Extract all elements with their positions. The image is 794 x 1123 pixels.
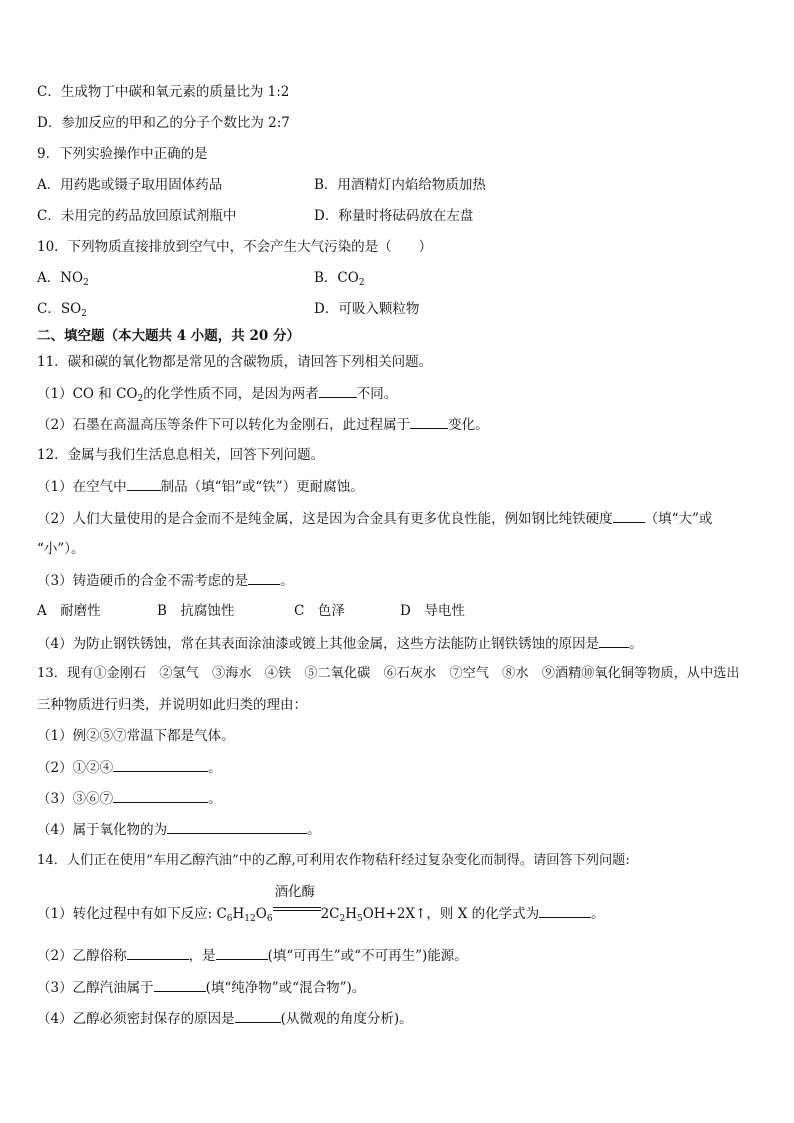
answer-blank[interactable]: [216, 945, 268, 960]
q9-option-c: C．未用完的药品放回原试剂瓶中: [37, 208, 237, 224]
q13-part-1: （1）例②⑤⑦常温下都是气体。: [37, 728, 235, 744]
answer-blank[interactable]: [599, 633, 629, 648]
q9-option-d: D．称量时将砝码放在左盘: [314, 208, 474, 224]
q12-options: [37, 601, 465, 621]
q14-part-3: （3）乙醇汽油属于 (填“纯净物”或“混合物”)。: [37, 977, 365, 998]
q12-part-4: （4）为防止钢铁锈蚀，常在其表面涂油漆或镀上其他金属，这些方法能防止钢铁锈蚀的原因是 。: [37, 633, 643, 654]
answer-blank[interactable]: [154, 977, 206, 992]
q12-option-c: C 色泽: [294, 603, 345, 619]
reaction-arrow: [273, 884, 321, 918]
q14-part-4: （4）乙醇必须密封保存的原因是 (从微观的角度分析)。: [37, 1008, 413, 1029]
q12-part-3: （3）铸造硬币的合金不需考虑的是 。: [37, 570, 294, 591]
q12-part-2-cont: “小”）。: [37, 541, 85, 557]
q9-option-b: B．用酒精灯内焰给物质加热: [314, 177, 486, 193]
q13-part-3: （3）③⑥⑦ 。: [37, 788, 222, 809]
reaction-condition: 酒化酶: [274, 884, 316, 900]
q10-option-a: A．$NO_2$: [37, 270, 89, 288]
q9-stem: 9．下列实验操作中正确的是: [37, 146, 208, 162]
answer-blank[interactable]: [613, 508, 645, 523]
answer-blank[interactable]: [127, 945, 189, 960]
q10-stem: 10．下列物质直接排放到空气中，不会产生大气污染的是（ ）: [37, 239, 433, 255]
q9-option-a: A．用药匙或镊子取用固体药品: [37, 177, 223, 193]
q11-part-2: （2）石墨在高温高压等条件下可以转化为金刚石，此过程属于 变化。: [37, 414, 489, 435]
answer-blank[interactable]: [167, 819, 307, 834]
answer-blank[interactable]: [319, 383, 357, 398]
answer-blank[interactable]: [539, 903, 591, 918]
q12-part-1: （1）在空气中 制品（填“铝”或“铁”）更耐腐蚀。: [37, 476, 364, 497]
q11-part-1: （1）CO 和 $CO_2$的化学性质不同，是因为两者 不同。: [37, 383, 397, 404]
q10-option-c: C．$SO_2$: [37, 301, 87, 319]
answer-blank[interactable]: [248, 570, 280, 585]
q10-option-d: D．可吸入颗粒物: [314, 301, 420, 317]
q10-option-b: B．$CO_2$: [314, 270, 365, 288]
q12-option-b: B 抗腐蚀性: [157, 603, 235, 619]
q14-part-2: （2）乙醇俗称 ，是 (填“可再生”或“不可再生”)能源。: [37, 945, 468, 966]
answer-blank[interactable]: [113, 788, 208, 803]
q13-stem: 13．现有①金刚石 ②氢气 ③海水 ④铁 ⑤二氧化碳 ⑥石灰水 ⑦空气 ⑧水 ⑨酒精⑩氧化铜等物质，从中选出: [37, 666, 740, 681]
q8-option-c: C．生成物丁中碳和氧元素的质量比为 1:2: [37, 84, 290, 100]
answer-blank[interactable]: [113, 757, 208, 772]
answer-blank[interactable]: [235, 1008, 281, 1023]
reactant-formula: $C_6H_{12}O_6$: [216, 906, 273, 924]
q11-stem: 11．碳和碳的氧化物都是常见的含碳物质，请回答下列相关问题。: [37, 354, 433, 370]
q12-option-a: A 耐磨性: [37, 603, 101, 619]
answer-blank[interactable]: [410, 414, 448, 429]
q13-stem-cont: 三种物质进行归类，并说明如此归类的理由：: [37, 697, 307, 713]
answer-blank[interactable]: [127, 476, 161, 491]
q12-part-2: （2）人们大量使用的是合金而不是纯金属，这是因为合金具有更多优良性能，例如钢比纯铁硬度 （填“大”或: [37, 508, 712, 529]
q14-stem: 14．人们正在使用“车用乙醇汽油”中的乙醇,可利用农作物秸秆经过复杂变化而制得。请回答下列问题:: [37, 853, 630, 868]
q12-option-d: D 导电性: [400, 603, 465, 619]
section-title-fill-in: 二、填空题（本大题共 4 小题，共 20 分）: [37, 328, 300, 344]
q13-part-4: （4）属于氧化物的为 。: [37, 819, 321, 840]
q14-part-1: （1）转化过程中有如下反应: $C_6H_{12}O_6$ 酒化酶 $2C_2H_5OH+2X↑$，则 X 的化学式为 。: [37, 884, 605, 924]
q12-stem: 12．金属与我们生活息息相关，回答下列问题。: [37, 447, 325, 463]
q8-option-d: D．参加反应的甲和乙的分子个数比为 2:7: [37, 115, 290, 131]
q13-part-2: （2）①②④ 。: [37, 757, 222, 778]
